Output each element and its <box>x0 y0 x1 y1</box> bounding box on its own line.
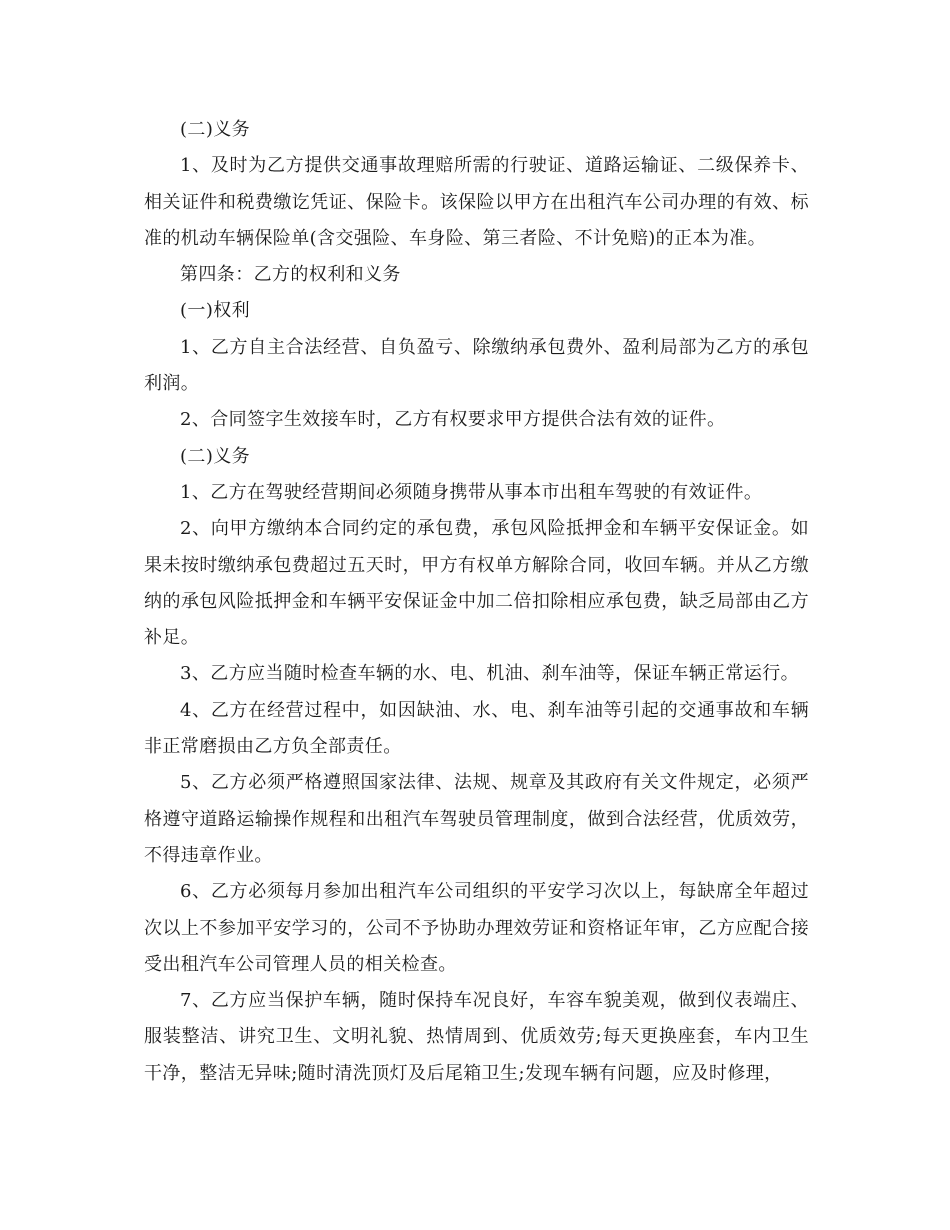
document-body <box>144 112 809 1092</box>
section-heading-obligations: (二)义务 <box>180 445 251 467</box>
paragraph: 1、及时为乙方提供交通事故理赔所需的行驶证、道路运输证、二级保养卡、相关证件和税费缴讫凭证、保险卡。该保险以甲方在出租汽车公司办理的有效、标准的机动车辆保险单(含交强险、车身险、第三者险、不计免赔)的正本为准。 <box>144 155 809 249</box>
paragraph: 1、乙方在驾驶经营期间必须随身携带从事本市出租车驾驶的有效证件。 <box>180 481 763 503</box>
paragraph: 1、乙方自主合法经营、自负盈亏、除缴纳承包费外、盈利局部为乙方的承包利润。 <box>144 336 809 395</box>
paragraph: 6、乙方必须每月参加出租汽车公司组织的平安学习次以上，每缺席全年超过次以上不参加平安学习的，公司不予协助办理效劳证和资格证年审，乙方应配合接受出租汽车公司管理人员的相关检查。 <box>144 881 809 975</box>
article-heading: 第四条：乙方的权利和义务 <box>180 264 401 286</box>
section-heading-obligations: (二)义务 <box>180 119 251 140</box>
paragraph: 4、乙方在经营过程中，如因缺油、水、电、刹车油等引起的交通事故和车辆非正常磨损由乙方负全部责任。 <box>144 699 809 758</box>
paragraph: 2、向甲方缴纳本合同约定的承包费，承包风险抵押金和车辆平安保证金。如果未按时缴纳承包费超过五天时，甲方有权单方解除合同，收回车辆。并从乙方缴纳的承包风险抵押金和车辆平安保证金中加二倍扣除相应承包费，缺乏局部由乙方补足。 <box>144 518 809 649</box>
section-heading-rights: (一)权利 <box>180 300 251 322</box>
paragraph: 2、合同签字生效接车时，乙方有权要求甲方提供合法有效的证件。 <box>180 409 726 431</box>
paragraph: 7、乙方应当保护车辆，随时保持车况良好，车容车貌美观，做到仪表端庄、服装整洁、讲究卫生、文明礼貌、热情周到、优质效劳;每天更换座套，车内卫生干净，整洁无异味;随时清洗顶灯及后尾箱卫生;发现车辆有问题，应及时修理， <box>144 990 809 1084</box>
paragraph: 5、乙方必须严格遵照国家法律、法规、规章及其政府有关文件规定，必须严格遵守道路运输操作规程和出租汽车驾驶员管理制度，做到合法经营，优质效劳，不得违章作业。 <box>144 772 809 866</box>
paragraph: 3、乙方应当随时检查车辆的水、电、机油、刹车油等，保证车辆正常运行。 <box>180 663 800 685</box>
